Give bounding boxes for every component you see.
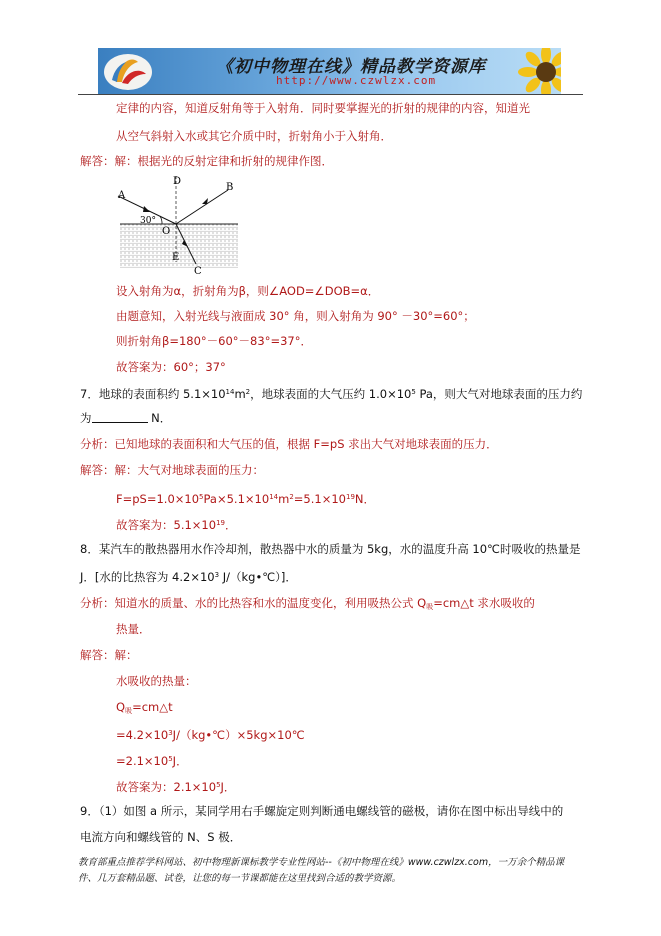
- label-d: D: [173, 176, 182, 187]
- formula-line: $=2.1\times 10^5J$．: [116, 754, 188, 768]
- question-8: 8．某汽车的散热器用水作冷却剂，散热器中水的质量为 5kg，水的温度升高 10℃时吸收的热量是: [80, 542, 581, 556]
- text-line: 故答案为：60°；37°: [116, 360, 226, 374]
- site-url[interactable]: http://www.czwlzx.com: [276, 74, 437, 87]
- refraction-diagram: [112, 172, 242, 278]
- page-footer: [78, 855, 598, 887]
- answer-label: 解答：: [80, 463, 115, 477]
- formula-line: $=4.2\times 10^3J/(kg•℃)\times 5kg\times 10℃$: [116, 728, 305, 742]
- question-7: 7．地球的表面积约 $5.1\times 10^{14}m^2$，地球表面的大气压约 $1.0\times 10^5$ Pa，则大气对地球表面的压力约: [80, 387, 583, 401]
- footer-line: 件、几万套精品题、试卷，让您的每一节课都能在这里找到合适的教学资源。: [78, 873, 402, 884]
- analysis-line: 分析：已知地球的表面积和大气压的值，根据 F=pS 求出大气对地球表面的压力．: [80, 437, 498, 451]
- question-8-line2: J．[水的比热容为 $4.2\times 10^3$ J/（kg•℃）]．: [80, 570, 297, 584]
- label-a: A: [118, 190, 126, 201]
- text-line: 则折射角β=180°－60°－83°=37°．: [116, 334, 312, 348]
- answer-line: [80, 154, 333, 168]
- incident-arrow-icon: [143, 206, 150, 212]
- sunflower-icon: [516, 48, 561, 94]
- footer-line: 教育部重点推荐学科网站、初中物理新课标教学专业性网站--《初中物理在线》www.czwlzx.com，一万余个精品课: [78, 857, 565, 868]
- label-o: O: [162, 226, 171, 237]
- header-rule: [78, 94, 583, 95]
- label-c: C: [194, 266, 202, 277]
- label-e: E: [172, 252, 180, 263]
- analysis-label: 分析：: [80, 596, 115, 610]
- answer-text: 解：根据光的反射定律和折射的规律作图．: [114, 154, 333, 168]
- answer-line: 解答：解：大气对地球表面的压力：: [80, 463, 264, 477]
- answer-line: 解答：解：: [80, 648, 138, 662]
- site-logo-icon: [102, 50, 154, 92]
- reflected-arrow-icon: [202, 198, 208, 204]
- reflected-ray: [176, 190, 228, 224]
- site-title: 《初中物理在线》精品教学资源库: [216, 57, 486, 77]
- label-angle: 30°: [140, 216, 156, 226]
- text-line: 由题意知，入射光线与液面成 30° 角，则入射角为 90° －30°=60°；: [116, 309, 475, 323]
- final-answer: 故答案为：$5.1\times 10^{19}$．: [116, 518, 237, 532]
- answer-label: 解答：: [80, 648, 115, 662]
- text-line: 从空气斜射入水或其它介质中时，折射角小于入射角．: [116, 129, 392, 143]
- text-line: 水吸收的热量：: [116, 674, 197, 688]
- formula-line: $Q_吸=cm\triangle t$: [116, 700, 173, 715]
- question-7-line2: 为 N．: [80, 411, 172, 425]
- text-line: 热量．: [116, 622, 151, 636]
- answer-label: 解答：: [80, 154, 115, 168]
- formula-line: $F=pS=1.0\times 10^5Pa\times 5.1\times 10^{14}m^2=5.1\times 10^{19}N$．: [116, 492, 376, 506]
- answer-blank: [92, 412, 148, 423]
- analysis-line: 分析：知道水的质量、水的比热容和水的温度变化，利用吸热公式 $Q_吸=cm\triangle t$ 求水吸收的: [80, 596, 535, 611]
- question-9-line2: 电流方向和螺线管的 N、S 极．: [80, 830, 242, 844]
- label-b: B: [226, 182, 234, 193]
- analysis-label: 分析：: [80, 437, 115, 451]
- text-line: 定律的内容，知道反射角等于入射角．同时要掌握光的折射的规律的内容，知道光: [116, 101, 530, 115]
- header-banner: [98, 48, 561, 94]
- final-answer: 故答案为：$2.1\times 10^5J$．: [116, 780, 236, 794]
- question-9: 9．（1）如图 a 所示，某同学用右手螺旋定则判断通电螺线管的磁极，请你在图中标出导线中的: [80, 804, 564, 818]
- text-line: 设入射角为α，折射角为β，则∠AOD=∠DOB=α．: [116, 284, 380, 298]
